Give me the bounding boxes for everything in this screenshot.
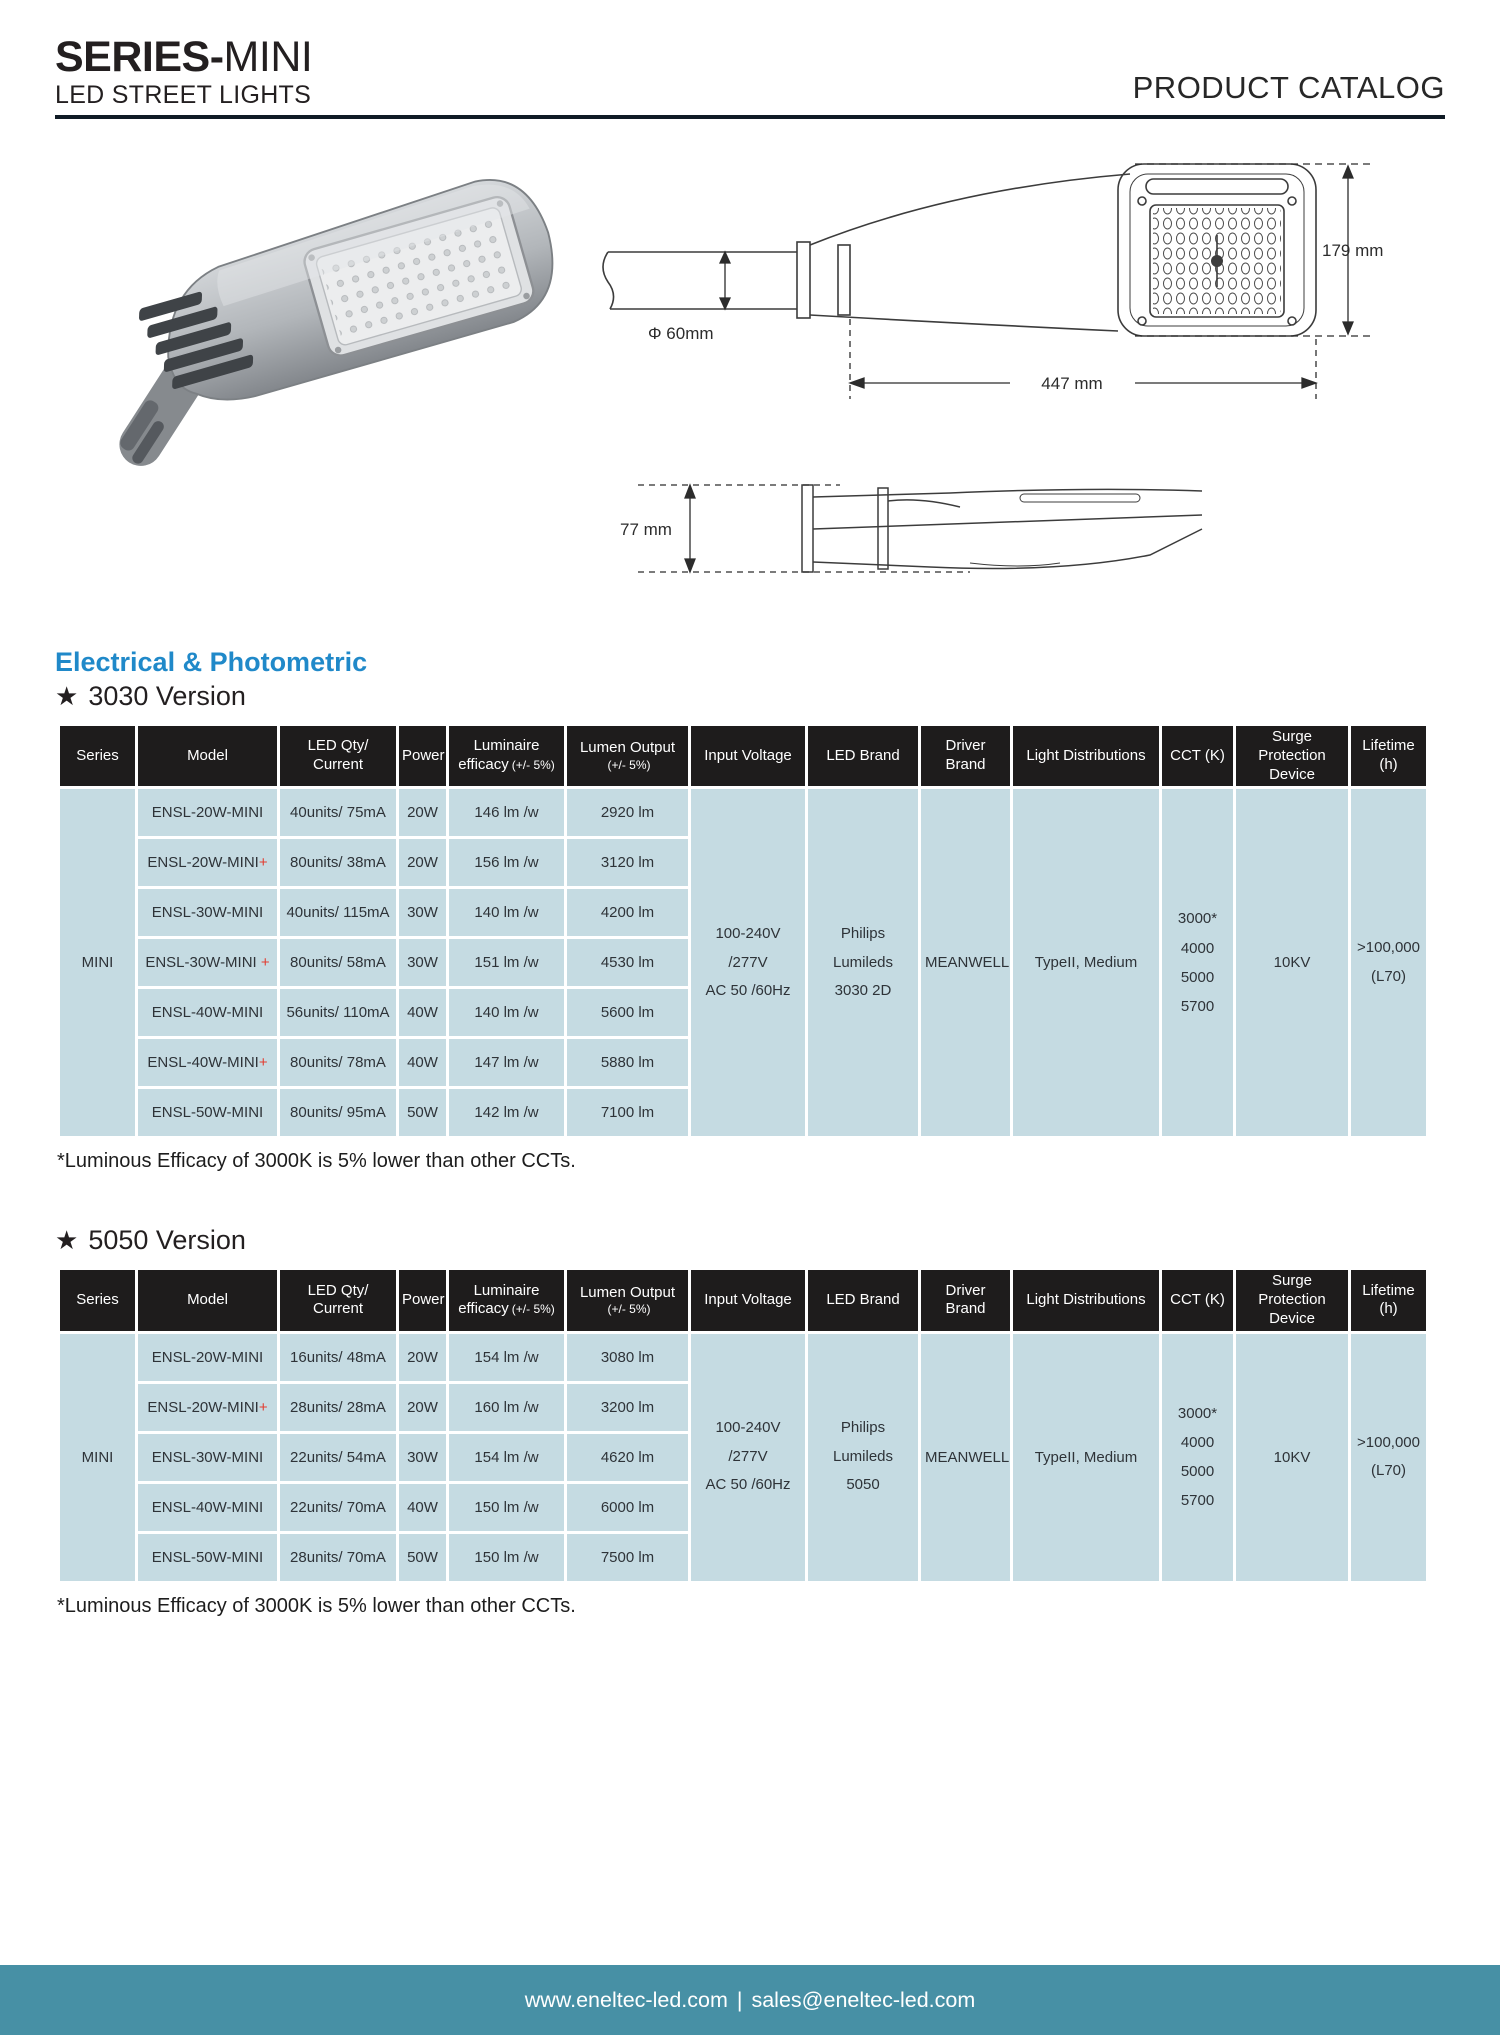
- footer-separator: |: [736, 1987, 743, 2012]
- efficacy-cell: 154 lm /w: [449, 1334, 564, 1381]
- series-title-bold: SERIES-: [55, 33, 224, 81]
- power-cell: 30W: [399, 1434, 446, 1481]
- col-led-brand: LED Brand: [808, 726, 918, 786]
- power-cell: 50W: [399, 1534, 446, 1581]
- voltage-cell: 100-240V /277V AC 50 /60Hz: [691, 1334, 805, 1581]
- led-brand-cell: Philips Lumileds 5050: [808, 1334, 918, 1581]
- driver-brand-cell: MEANWELL: [921, 1334, 1010, 1581]
- power-cell: 20W: [399, 1384, 446, 1431]
- col-distributions: Light Distributions: [1013, 1270, 1159, 1330]
- col-driver-brand: Driver Brand: [921, 1270, 1010, 1330]
- col-lumen: Lumen Output (+/- 5%): [567, 1270, 688, 1330]
- qty-cell: 16units/ 48mA: [280, 1334, 396, 1381]
- dim-height-label: 179 mm: [1322, 241, 1384, 260]
- dim-depth-label: 77 mm: [620, 520, 672, 539]
- lumen-cell: 5600 lm: [567, 989, 688, 1036]
- series-title-light: MINI: [223, 33, 313, 81]
- star-icon: ★: [55, 681, 79, 711]
- power-cell: 30W: [399, 889, 446, 936]
- efficacy-cell: 160 lm /w: [449, 1384, 564, 1431]
- dim-length-label: 447 mm: [1041, 374, 1103, 393]
- col-lifetime: Lifetime (h): [1351, 1270, 1426, 1330]
- qty-cell: 22units/ 54mA: [280, 1434, 396, 1481]
- footer-website-link[interactable]: www.eneltec-led.com: [524, 1987, 728, 2012]
- page-header: [0, 0, 1500, 110]
- col-surge: Surge Protection Device: [1236, 726, 1348, 786]
- cct-cell: 3000* 4000 5000 5700: [1162, 789, 1233, 1136]
- qty-cell: 40units/ 75mA: [280, 789, 396, 836]
- col-series: Series: [60, 1270, 135, 1330]
- spec-table-3030: [57, 723, 1429, 1139]
- col-power: Power: [399, 1270, 446, 1330]
- lifetime-cell: >100,000 (L70): [1351, 789, 1426, 1136]
- efficacy-cell: 150 lm /w: [449, 1534, 564, 1581]
- efficacy-cell: 142 lm /w: [449, 1089, 564, 1136]
- col-series: Series: [60, 726, 135, 786]
- series-cell: MINI: [60, 1334, 135, 1581]
- spec-table-5050: [57, 1267, 1429, 1583]
- col-model: Model: [138, 726, 277, 786]
- voltage-cell: 100-240V /277V AC 50 /60Hz: [691, 789, 805, 1136]
- col-cct: CCT (K): [1162, 1270, 1233, 1330]
- col-qty: LED Qty/ Current: [280, 726, 396, 786]
- power-cell: 40W: [399, 989, 446, 1036]
- col-cct: CCT (K): [1162, 726, 1233, 786]
- series-subtitle: LED STREET LIGHTS: [55, 81, 312, 109]
- efficacy-cell: 156 lm /w: [449, 839, 564, 886]
- qty-cell: 28units/ 70mA: [280, 1534, 396, 1581]
- qty-cell: 28units/ 28mA: [280, 1384, 396, 1431]
- dim-diameter-label: Φ 60mm: [648, 324, 714, 343]
- model-cell: ENSL-40W-MINI: [138, 989, 277, 1036]
- product-photo: [40, 133, 600, 483]
- surge-cell: 10KV: [1236, 789, 1348, 1136]
- power-cell: 20W: [399, 1334, 446, 1381]
- lumen-cell: 7500 lm: [567, 1534, 688, 1581]
- col-driver-brand: Driver Brand: [921, 726, 1010, 786]
- catalog-title: PRODUCT CATALOG: [1132, 70, 1445, 105]
- col-led-brand: LED Brand: [808, 1270, 918, 1330]
- col-voltage: Input Voltage: [691, 1270, 805, 1330]
- col-power: Power: [399, 726, 446, 786]
- led-brand-cell: Philips Lumileds 3030 2D: [808, 789, 918, 1136]
- version-heading-5050: [55, 1225, 1500, 1256]
- section-heading: Electrical & Photometric: [55, 647, 368, 677]
- col-qty: LED Qty/ Current: [280, 1270, 396, 1330]
- qty-cell: 80units/ 58mA: [280, 939, 396, 986]
- qty-cell: 22units/ 70mA: [280, 1484, 396, 1531]
- top-view-drawing: [590, 127, 1390, 427]
- surge-cell: 10KV: [1236, 1334, 1348, 1581]
- brand-block: [55, 33, 313, 110]
- version-label: 5050 Version: [88, 1225, 246, 1256]
- lumen-cell: 4530 lm: [567, 939, 688, 986]
- qty-cell: 80units/ 95mA: [280, 1089, 396, 1136]
- lumen-cell: 4620 lm: [567, 1434, 688, 1481]
- col-lumen: Lumen Output (+/- 5%): [567, 726, 688, 786]
- col-efficacy: Luminaire efficacy (+/- 5%): [449, 726, 564, 786]
- power-cell: 40W: [399, 1484, 446, 1531]
- model-cell: ENSL-40W-MINI: [138, 1484, 277, 1531]
- lumen-cell: 4200 lm: [567, 889, 688, 936]
- power-cell: 20W: [399, 839, 446, 886]
- power-cell: 20W: [399, 789, 446, 836]
- efficacy-cell: 154 lm /w: [449, 1434, 564, 1481]
- lumen-cell: 3200 lm: [567, 1384, 688, 1431]
- col-efficacy: Luminaire efficacy (+/- 5%): [449, 1270, 564, 1330]
- table-note-3030: *Luminous Efficacy of 3000K is 5% lower than other CCTs.: [57, 1150, 576, 1173]
- efficacy-cell: 140 lm /w: [449, 889, 564, 936]
- lifetime-cell: >100,000 (L70): [1351, 1334, 1426, 1581]
- version-heading-3030: [55, 681, 1500, 712]
- power-cell: 30W: [399, 939, 446, 986]
- model-cell: ENSL-30W-MINI: [138, 1434, 277, 1481]
- efficacy-cell: 140 lm /w: [449, 989, 564, 1036]
- lumen-cell: 6000 lm: [567, 1484, 688, 1531]
- lumen-cell: 2920 lm: [567, 789, 688, 836]
- qty-cell: 40units/ 115mA: [280, 889, 396, 936]
- model-cell: ENSL-30W-MINI +: [138, 939, 277, 986]
- footer-email-link[interactable]: sales@eneltec-led.com: [751, 1987, 976, 2012]
- table-note-5050: *Luminous Efficacy of 3000K is 5% lower than other CCTs.: [57, 1594, 576, 1617]
- table-row: [60, 1334, 1426, 1381]
- model-cell: ENSL-20W-MINI+: [138, 1384, 277, 1431]
- lumen-cell: 3080 lm: [567, 1334, 688, 1381]
- model-cell: ENSL-40W-MINI+: [138, 1039, 277, 1086]
- cct-cell: 3000* 4000 5000 5700: [1162, 1334, 1233, 1581]
- series-title: [55, 33, 313, 81]
- power-cell: 40W: [399, 1039, 446, 1086]
- qty-cell: 80units/ 38mA: [280, 839, 396, 886]
- distributions-cell: TypeII, Medium: [1013, 1334, 1159, 1581]
- qty-cell: 56units/ 110mA: [280, 989, 396, 1036]
- lumen-cell: 3120 lm: [567, 839, 688, 886]
- model-cell: ENSL-20W-MINI: [138, 789, 277, 836]
- efficacy-cell: 150 lm /w: [449, 1484, 564, 1531]
- model-cell: ENSL-50W-MINI: [138, 1534, 277, 1581]
- efficacy-cell: 151 lm /w: [449, 939, 564, 986]
- col-model: Model: [138, 1270, 277, 1330]
- star-icon: ★: [55, 1225, 79, 1256]
- power-cell: 50W: [399, 1089, 446, 1136]
- efficacy-cell: 147 lm /w: [449, 1039, 564, 1086]
- table-row: [60, 789, 1426, 836]
- col-surge: Surge Protection Device: [1236, 1270, 1348, 1330]
- col-lifetime: Lifetime (h): [1351, 726, 1426, 786]
- col-distributions: Light Distributions: [1013, 726, 1159, 786]
- model-cell: ENSL-50W-MINI: [138, 1089, 277, 1136]
- version-label: 3030 Version: [88, 681, 246, 711]
- model-cell: ENSL-30W-MINI: [138, 889, 277, 936]
- col-voltage: Input Voltage: [691, 726, 805, 786]
- efficacy-cell: 146 lm /w: [449, 789, 564, 836]
- product-images-area: [0, 119, 1500, 631]
- distributions-cell: TypeII, Medium: [1013, 789, 1159, 1136]
- lumen-cell: 5880 lm: [567, 1039, 688, 1086]
- driver-brand-cell: MEANWELL: [921, 789, 1010, 1136]
- series-cell: MINI: [60, 789, 135, 1136]
- qty-cell: 80units/ 78mA: [280, 1039, 396, 1086]
- lumen-cell: 7100 lm: [567, 1089, 688, 1136]
- side-view-drawing: [590, 467, 1210, 607]
- header-row: [60, 1270, 1426, 1330]
- footer-bar: [0, 1965, 1500, 2035]
- header-row: [60, 726, 1426, 786]
- model-cell: ENSL-20W-MINI: [138, 1334, 277, 1381]
- model-cell: ENSL-20W-MINI+: [138, 839, 277, 886]
